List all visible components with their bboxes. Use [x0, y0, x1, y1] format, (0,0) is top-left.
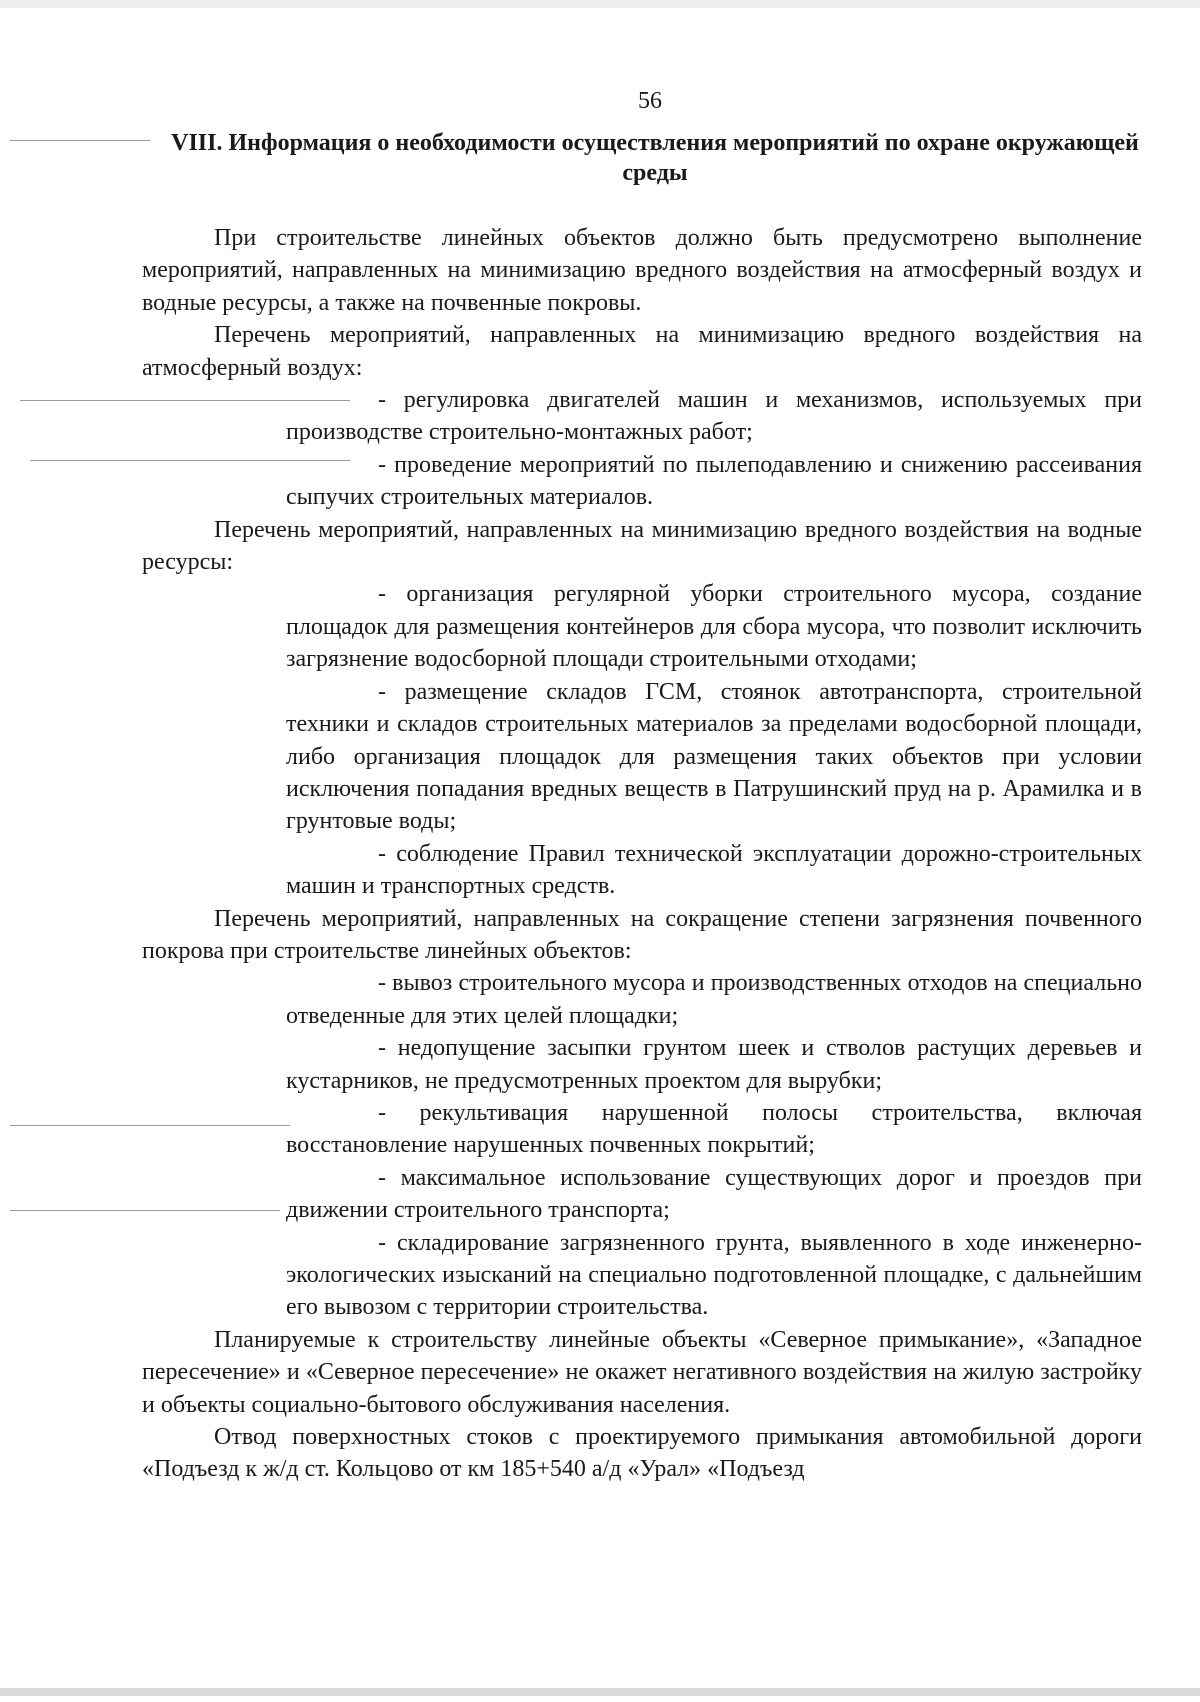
list-item: - недопущение засыпки грунтом шеек и стволов растущих деревьев и кустарников, не предусмотренных проектом для вырубки; [286, 1035, 1142, 1094]
list-item: - вывоз строительного мусора и производственных отходов на специально отведенные для этих целей площадки; [286, 970, 1142, 1029]
paragraph: Перечень мероприятий, направленных на минимизацию вредного воздействия на водные ресурсы: [142, 516, 1142, 576]
list-item: - организация регулярной уборки строительного мусора, создание площадок для размещения контейнеров для сбора мусора, что позволит исключить загрязнение водосборной площади строительными отходами; [286, 581, 1142, 673]
scan-top-edge [0, 0, 1200, 8]
scan-artifact [10, 140, 150, 141]
list-item: - максимальное использование существующих дорог и проездов при движении строительного транспорта; [286, 1164, 1142, 1224]
paragraph: Перечень мероприятий, направленных на минимизацию вредного воздействия на атмосферный воздух: [142, 322, 1142, 381]
section-title: VIII. Информация о необходимости осуществления мероприятий по охране окружающей среды [171, 130, 1139, 186]
paragraph: Отвод поверхностных стоков с проектируемого примыкания автомобильной дороги «Подъезд к ж/д ст. Кольцово от км 185+540 а/д «Урал» «Подъезд [142, 1424, 1142, 1483]
list-item: - регулировка двигателей машин и механизмов, используемых при производстве строительно-монтажных работ; [286, 387, 1142, 446]
list-item: - проведение мероприятий по пылеподавлению и снижению рассеивания сыпучих строительных материалов. [286, 451, 1142, 511]
document-body [142, 222, 1142, 1486]
page-number: 56 [638, 88, 662, 114]
list-item: - соблюдение Правил технической эксплуатации дорожно-строительных машин и транспортных средств. [286, 840, 1142, 900]
list-item: - рекультивация нарушенной полосы строительства, включая восстановление нарушенных почвенных покрытий; [286, 1099, 1142, 1159]
list-item: - размещение складов ГСМ, стоянок автотранспорта, строительной техники и складов строительных материалов за пределами водосборной площади, либо организация площадок для размещения таких объектов при условии исключения попадания вредных веществ в Патрушинский пруд на р. Арамилка и в грунтовые воды; [286, 678, 1142, 835]
scan-bottom-edge [0, 1688, 1200, 1696]
list-item: - складирование загрязненного грунта, выявленного в ходе инженерно-экологических изысканий на специально подготовленной площадке, с дальнейшим его вывозом с территории строительства. [286, 1229, 1142, 1321]
paragraph: При строительстве линейных объектов должно быть предусмотрено выполнение мероприятий, направленных на минимизацию вредного воздействия на атмосферный воздух и водные ресурсы, а также на почвенные покровы. [142, 225, 1142, 316]
paragraph: Планируемые к строительству линейные объекты «Северное примыкание», «Западное пересечение» и «Северное пересечение» не окажет негативного воздействия на жилую застройку и объекты социально-бытового обслуживания населения. [142, 1326, 1142, 1418]
paragraph: Перечень мероприятий, направленных на сокращение степени загрязнения почвенного покрова при строительстве линейных объектов: [142, 905, 1142, 964]
